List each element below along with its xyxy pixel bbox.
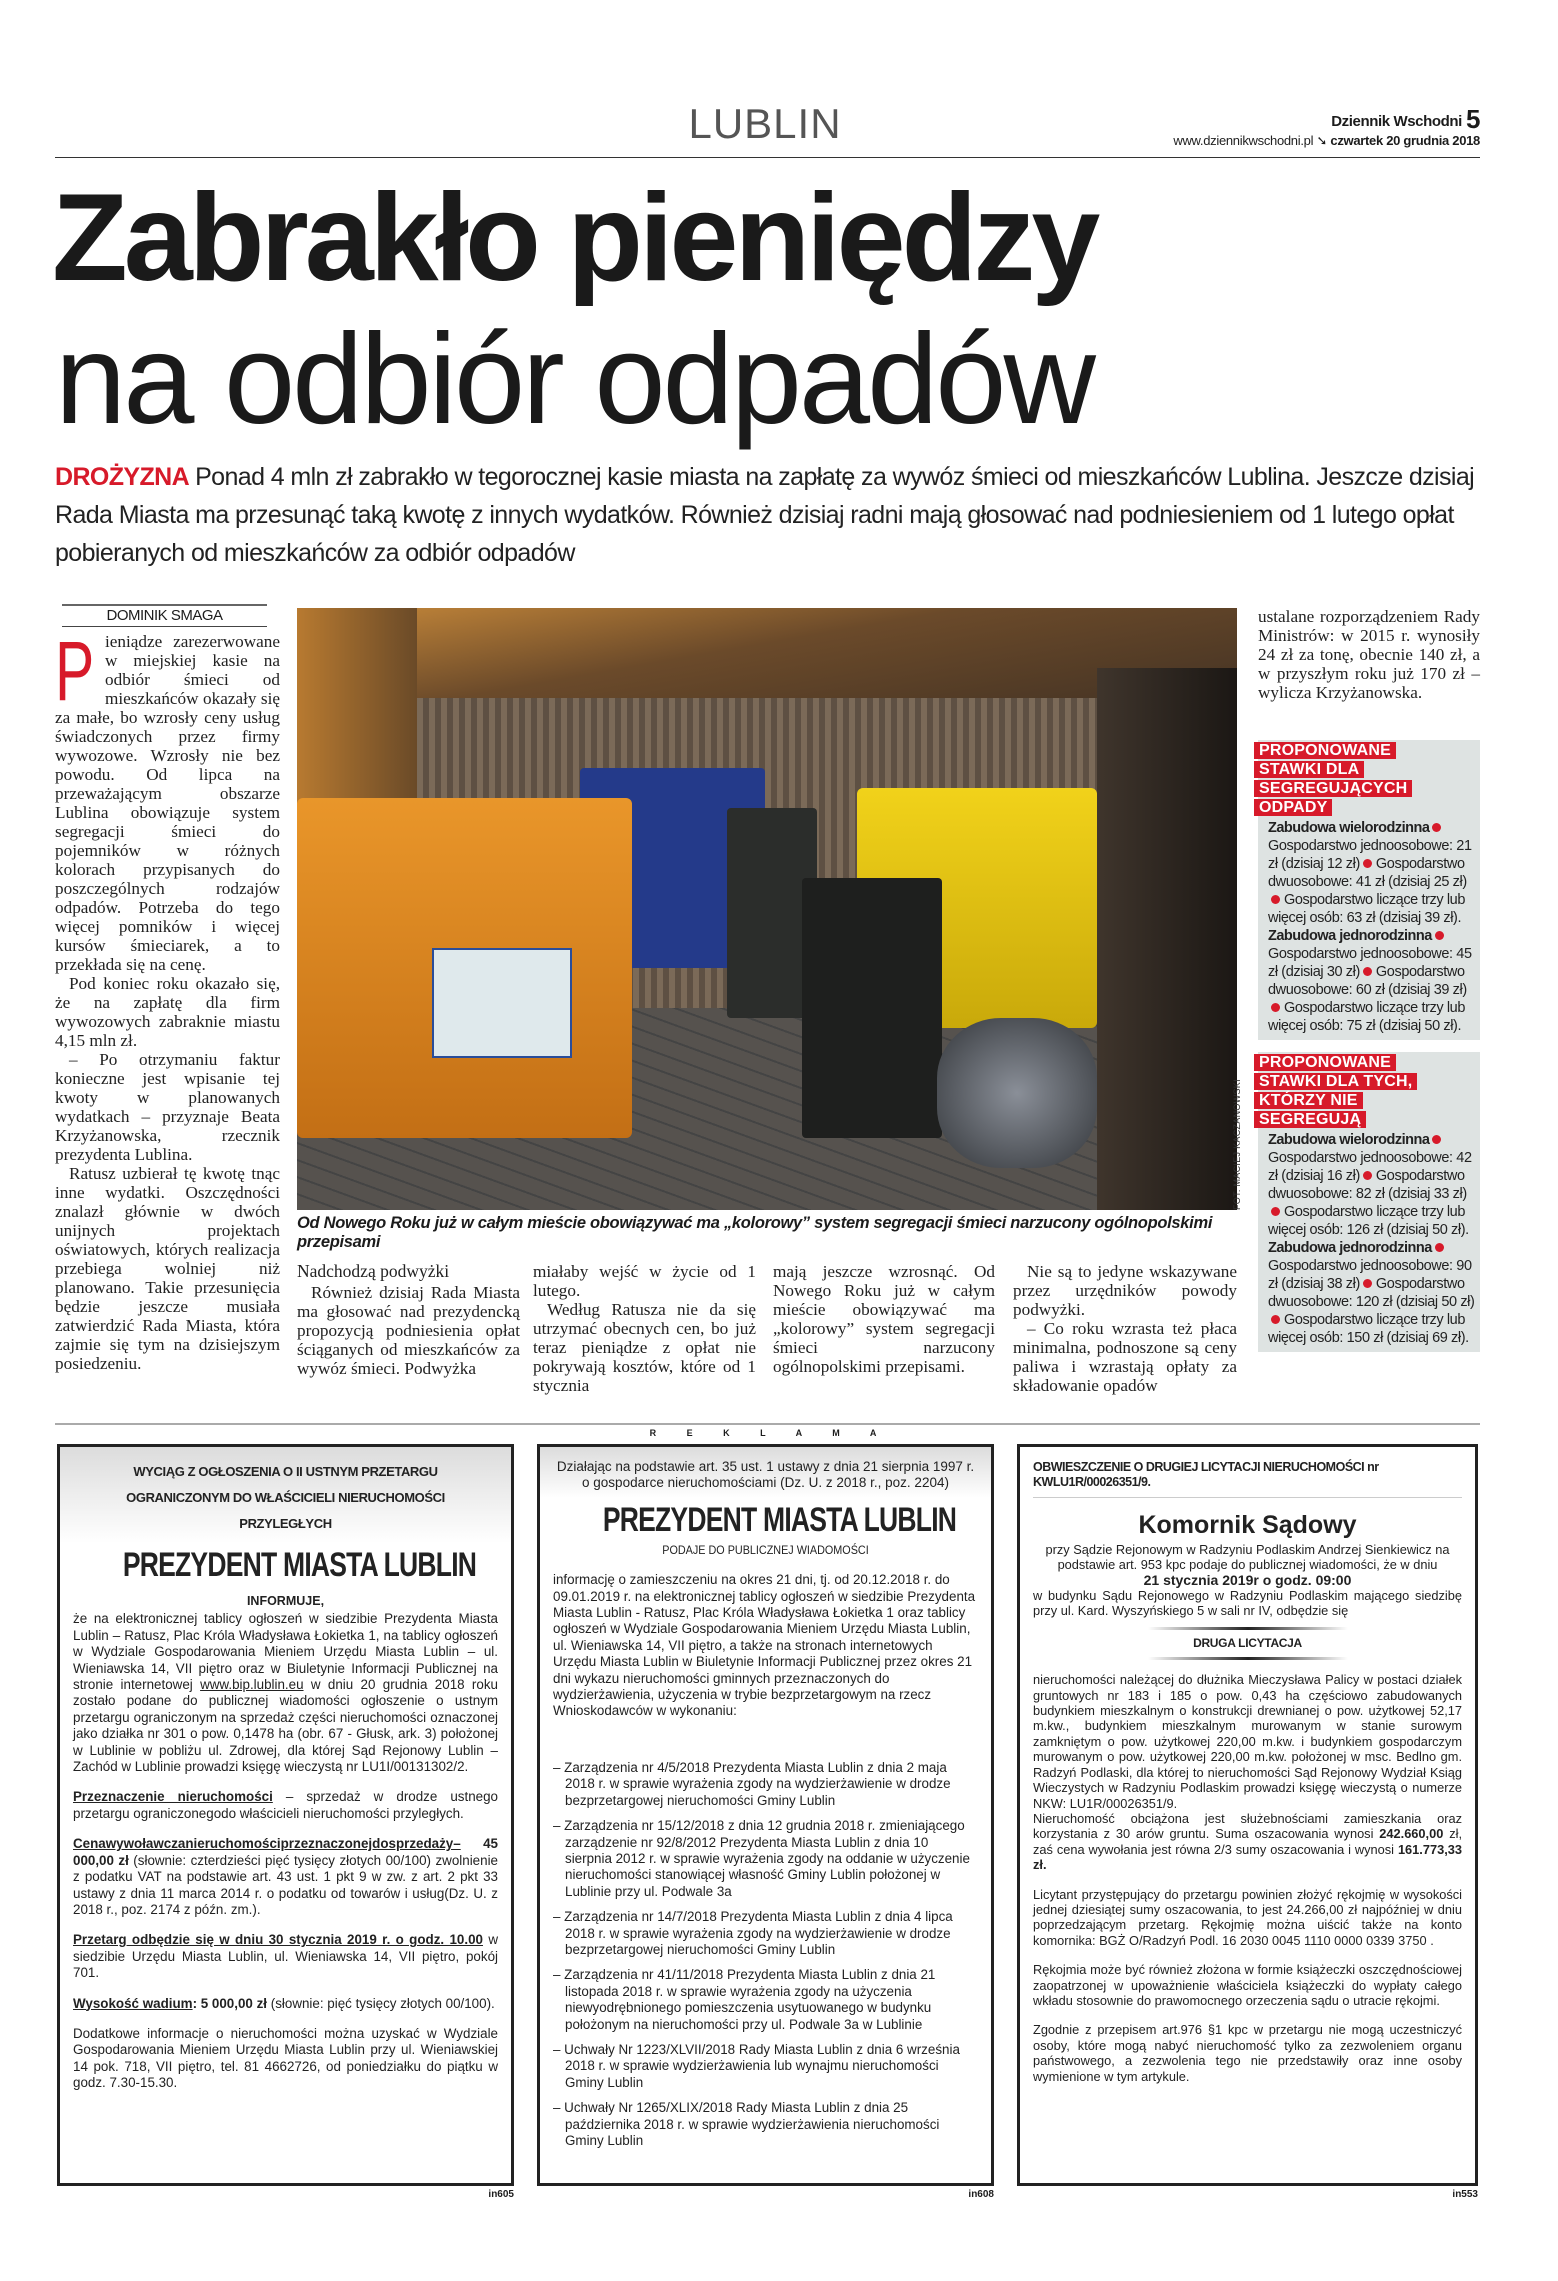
ad-heading: Działając na podstawie art. 35 ust. 1 ustawy z dnia 21 sierpnia 1997 r. o gospodarce nieruchomościami (Dz. U. z 2018 r., poz. 2204): [540, 1447, 991, 1498]
group-heading: Zabudowa wielorodzinna: [1268, 820, 1430, 836]
list-item: – Zarządzenia nr 15/12/2018 z dnia 12 grudnia 2018 r. zmieniającego zarządzenie nr 92/8/2012 Prezydenta Miasta Lublin z dnia 10 sierpnia 2012 r. w sprawie wyrażenia zgody na oddanie w użyczenie nieruchomości stanowiącej własność Gminy Lublin położonej w Lublinie przy ul. Podwale 3a: [553, 1818, 970, 1899]
divider: [1148, 1657, 1348, 1660]
issue-date: czwartek 20 grudnia 2018: [1330, 133, 1480, 148]
website-link[interactable]: www.dziennikwschodni.pl: [1173, 133, 1314, 148]
paragraph: ustalane rozporządzeniem Rady Ministrów: w 2015 r. wynosiły 24 zł za tonę, obecnie 140 zł, a w przyszłym roku już 170 zł – wylicza Krzyżanowska.: [1258, 607, 1480, 702]
advert-label: R E K L A M A: [649, 1428, 891, 1438]
ad-subtitle: PODAJE DO PUBLICZNEJ WIADOMOŚCI: [662, 1542, 869, 1557]
ad-heading-line: OGRANICZONYM DO WŁAŚCICIELI NIERUCHOMOŚCI: [126, 1490, 445, 1505]
subheading: Nadchodzą podwyżki: [297, 1261, 450, 1281]
bullet-dot-icon: [1271, 1207, 1280, 1216]
bullet-dot-icon: [1435, 931, 1444, 940]
cursor-icon: ➘: [1313, 133, 1331, 148]
resolution-list: [553, 1760, 978, 2150]
ad-subheading: DRUGA LICYTACJA: [1193, 1635, 1302, 1650]
article-column-6: [1258, 607, 1480, 702]
rate-item: Gospodarstwo dwuosobowe: 60 zł (dzisiaj 39 zł): [1268, 964, 1467, 998]
advert-bailiff-auction: [1017, 1444, 1478, 2186]
paragraph: – Po otrzymaniu faktur konieczne jest wpisanie tej kwoty w planowanych wydatkach – przyznaje Beata Krzyżanowska, rzecznik prezydenta Lublina.: [55, 1050, 280, 1164]
paragraph: mają jeszcze wzrosnąć. Od Nowego Roku już w całym mieście obowiązywać ma „kolorowy” system segregacji śmieci narzucony ogólnopolskimi przepisami.: [773, 1262, 995, 1376]
article-column-2: [297, 1262, 520, 1378]
ad-paragraph: informację o zamieszczeniu na okres 21 dni, tj. od 20.12.2018 r. do 09.01.2019 r. na elektronicznej tablicy ogłoszeń w siedzibie Prezydenta Miasta Lublin - Ratusz, Plac Króla Władysława Łokietka 1 oraz tablicy ogłoszeń w Wydziale Gospodarowania Mieniem Urzędu Miasta Lublin, ul. Wieniawska 14, VII piętro, a także na stronach internetowych Urzędu Miasta Lublin w Biuletynie Informacji Publicznej przez okres 21 dni wykazu nieruchomości gminnych przeznaczonych do wydzierżawienia, użyczenia w trybie bezprzetargowym na rzecz Wnioskodawców w wykonaniu:: [553, 1572, 976, 1719]
header-rule: [55, 157, 1480, 158]
rates-box-segregating: [1258, 740, 1480, 1040]
group-heading: Zabudowa jednorodzinna: [1268, 1240, 1432, 1256]
drop-cap: P: [55, 624, 95, 718]
list-item: – Zarządzenia nr 14/7/2018 Prezydenta Miasta Lublin z dnia 4 lipca 2018 r. w sprawie wyrażenia zgody na wydzierżawienie w drodze bezprzetargowej nieruchomości Gminy Lublin: [553, 1909, 953, 1957]
rate-item: Gospodarstwo jednoosobowe: 90 zł (dzisiaj 38 zł): [1268, 1258, 1472, 1292]
list-item: – Uchwały Nr 1265/XLIX/2018 Rady Miasta Lublin z dnia 25 października 2018 r. w sprawie wydzierżawienia nieruchomości Gminy Lublin: [553, 2100, 940, 2148]
orange-container: [297, 798, 632, 1138]
ad-paragraph: Cenawywoławczanieruchomościprzeznaczonejdosprzedaży– 45 000,00 zł (słownie: czterdzieści pięć tysięcy złotych 00/100) zwolnienie z podatku VAT na podstawie art. 43 ust. 1 pkt 9 w zw. z art. 2 pkt 33 ustawy z dnia 11 marca 2014 r. o podatku od towarów i usług(Dz. U. z 2018 r., poz. 2174 z późn. zm.).: [73, 1836, 499, 1917]
paragraph: Również dzisiaj Rada Miasta ma głosować nad prezydencką propozycją podniesienia opłat ściąganych od mieszkańców za wywóz śmieci. Podwyżka: [297, 1283, 520, 1378]
bullet-dot-icon: [1271, 895, 1280, 904]
black-bin: [802, 878, 942, 1138]
paragraph: Pod koniec roku okazało się, że na zapłatę dla firm wywozowych zabraknie miastu 4,15 mln zł.: [55, 974, 280, 1050]
ad-paragraph: Rękojmia może być również złożona w formie książeczki oszczędnościowej zaopatrzonej w upoważnienie właściciela książeczki do wypłaty całego wkładu stosownie do prawomocnego orzeczenia sądu o utracie rękojmi.: [1033, 1962, 1462, 2008]
article-photo[interactable]: [297, 608, 1237, 1210]
rate-item: Gospodarstwo liczące trzy lub więcej osób: 63 zł (dzisiaj 39 zł).: [1268, 892, 1466, 926]
bip-link[interactable]: www.bip.lublin.eu: [200, 1677, 304, 1693]
divider: [1148, 1627, 1348, 1630]
ad-paragraph: Nieruchomość obciążona jest służebnościami zamieszkania oraz korzystania z 30 arów gruntu. Suma oszacowania wynosi 242.660,00 zł, zaś cena wywołania jest równa 2/3 sumy oszacowania i wynosi 161.773,33 zł.: [1033, 1810, 1462, 1873]
advert-column-2: [537, 1444, 994, 2200]
group-heading: Zabudowa jednorodzinna: [1268, 928, 1432, 944]
shelter-right-wall: [1097, 668, 1237, 1210]
paragraph: Ratusz uzbierał tę kwotę tnąc inne wydatki. Oszczędności znalazł głównie w dwóch unijnych projektach oświatowych, których realizacja przebiega wolniej niż planowano. Takie przesunięcia będzie jeszcze musiała zatwierdzić Rada Miasta, która zajmie się tym na dzisiejszym posiedzeniu.: [55, 1164, 280, 1373]
ad-code: in553: [1452, 2189, 1478, 2200]
masthead: [1173, 104, 1480, 149]
ad-heading-line: WYCIĄG Z OGŁOSZENIA O II USTNYM PRZETARGU: [133, 1464, 438, 1479]
byline: DOMINIK SMAGA: [62, 604, 267, 627]
rate-item: Gospodarstwo dwuosobowe: 41 zł (dzisiaj 25 zł): [1268, 856, 1467, 890]
container-label: [432, 948, 572, 1058]
bullet-dot-icon: [1363, 1171, 1372, 1180]
rate-item: Gospodarstwo jednoosobowe: 21 zł (dzisiaj 12 zł): [1268, 838, 1472, 872]
box-title: PROPONOWANE STAWKI DLA SEGREGUJĄCYCH ODPADY: [1254, 742, 1412, 816]
bullet-dot-icon: [1363, 1279, 1372, 1288]
ad-paragraph: Dodatkowe informacje o nieruchomości można uzyskać w Wydziale Gospodarowania Mieniem Urzędu Miasta Lublin przy ul. Wieniawskiej 14 pok. 718, VII piętro, tel. 81 4662726, od poniedziałku do piątku w godz. 7.30-15.30.: [73, 2025, 498, 2091]
rates-sidebar: [1258, 740, 1480, 1352]
article-column-1: [55, 624, 280, 1373]
article-column-5: [1013, 1262, 1237, 1395]
list-item: – Zarządzenia nr 41/11/2018 Prezydenta Miasta Lublin z dnia 21 listopada 2018 r. w sprawie wyrażenia zgody na użyczenia niewyodrębnionego pomieszczenia usytuowanego w budynku położonym na nieruchomości przy ul. Podwale 3a w Lublinie: [553, 1967, 936, 2032]
ad-title: Komornik Sądowy: [1138, 1510, 1357, 1539]
bullet-dot-icon: [1271, 1003, 1280, 1012]
ad-paragraph: w budynku Sądu Rejonowego w Radzyniu Podlaskim mającego siedzibę przy ul. Kard. Wyszyńskiego 5 w sali nr IV, odbędzie się: [1033, 1588, 1462, 1619]
paragraph: – Co roku wzrasta też płaca minimalna, podnoszone są ceny paliwa i wzrastają opłaty za składowanie opadów: [1013, 1319, 1237, 1395]
auction-date: 21 stycznia 2019r o godz. 09:00: [1143, 1571, 1352, 1588]
paper-name: Dziennik Wschodni: [1331, 113, 1462, 130]
bullet-dot-icon: [1363, 859, 1372, 868]
bullet-dot-icon: [1363, 967, 1372, 976]
rate-item: Gospodarstwo liczące trzy lub więcej osób: 126 zł (dzisiaj 50 zł).: [1268, 1204, 1469, 1238]
photo-credit: FOT. MACIEJ KACZANOWSKI: [1232, 1079, 1242, 1210]
page-number: 5: [1465, 104, 1480, 134]
ad-paragraph: że na elektronicznej tablicy ogłoszeń w siedzibie Prezydenta Miasta Lublin – Ratusz, Plac Króla Władysława Łokietka 1, na tablicy ogłoszeń w Wydziale Gospodarowania Mieniem Urzędu Miasta Lublin – ul. Wieniawska 14, VII piętro oraz w Biuletynie Informacji Publicznej na stronie internetowej www.bip.lublin.eu w dniu 20 grudnia 2018 roku zostało podane do publicznej wiadomości ogłoszenie o ustnym przetargu ograniczonym na sprzedaż części nieruchomości oznaczonej jako działka nr 301 o pow. 0,1478 ha (obr. 67 - Głusk, ark. 3) położonej w Lublinie w pobliżu ul. Zdrowej, dla której Sąd Rejonowy Lublin – Zachód w Lublinie prowadzi księgę wieczystą nr LU1I/00131302/2.: [73, 1611, 498, 1775]
photo-caption: Od Nowego Roku już w całym mieście obowiązywać ma „kolorowy” system segregacji śmieci narzucony ogólnopolskimi przepisami: [297, 1214, 1213, 1251]
rate-item: Gospodarstwo jednoosobowe: 42 zł (dzisiaj 16 zł): [1268, 1150, 1472, 1184]
rate-item: Gospodarstwo jednoosobowe: 45 zł (dzisiaj 30 zł): [1268, 946, 1472, 980]
kicker: DROŻYZNA: [55, 463, 190, 491]
rate-item: Gospodarstwo liczące trzy lub więcej osób: 150 zł (dzisiaj 69 zł).: [1268, 1312, 1469, 1346]
article-column-4: [773, 1262, 995, 1376]
bullet-dot-icon: [1432, 823, 1441, 832]
bullet-dot-icon: [1432, 1135, 1441, 1144]
article-column-3: [533, 1262, 756, 1395]
article-lead: [55, 458, 1485, 572]
advert-column-1: [57, 1444, 514, 2200]
ad-paragraph: nieruchomości należącej do dłużnika Mieczysława Palicy w postaci działek gruntowych nr 183 i 185 o pow. 0,43 ha częściowo zabudowanych budynkiem mieszkalnym o konstrukcji drewnianej o pow. użytkowej 52,17 m.kw., budynkiem mieszkalnym murowanym w stanie surowym zamkniętym o pow. użytkowej 220,00 m.kw. i budynkiem gospodarczym murowanym o pow. użytkowej 220,00 m.kw. położonej w msc. Bedlno gm. Radzyń Podlaski, dla której to nieruchomości Sąd Rejonowy Wydział Ksiąg Wieczystych w Radzyniu Podlaskim prowadzi księgę wieczystą o numerze NKW: LU1R/00026351/9.: [1033, 1672, 1462, 1811]
garbage-bags: [937, 1018, 1097, 1168]
rate-item: Gospodarstwo liczące trzy lub więcej osób: 75 zł (dzisiaj 50 zł).: [1268, 1000, 1466, 1034]
bullet-dot-icon: [1271, 1315, 1280, 1324]
bullet-dot-icon: [1435, 1243, 1444, 1252]
list-item: – Uchwały Nr 1223/XLVII/2018 Rady Miasta Lublin z dnia 6 września 2018 r. w sprawie wydzierżawienia lub wynajmu nieruchomości Gminy Lublin: [553, 2041, 960, 2090]
ad-paragraph: Przetarg odbędzie się w dniu 30 stycznia 2019 r. o godz. 10.00 w siedzibie Urzędu Miasta Lublin, ul. Wieniawska 14, VII piętro, pokój 701.: [73, 1932, 498, 1981]
ad-paragraph: Przeznaczenie nieruchomości – sprzedaż w drodze ustnego przetargu ograniczonegodo właścicieli nieruchomości przyległych.: [73, 1789, 499, 1821]
ad-title: PREZYDENT MIASTA LUBLIN: [602, 1500, 957, 1539]
advert-column-3: [1017, 1444, 1478, 2200]
advert-public-notice: [537, 1444, 994, 2186]
paragraph: Nie są to jedyne wskazywane przez urzędników powody podwyżki.: [1013, 1262, 1237, 1319]
ad-paragraph: przy Sądzie Rejonowym w Radzyniu Podlaskim Andrzej Sienkiewicz na podstawie art. 953 kpc podaje do publicznej wiadomości, że w dniu: [1045, 1541, 1450, 1573]
ad-heading-line: PRZYLEGŁYCH: [239, 1516, 332, 1531]
advert-tender-notice: [57, 1444, 514, 2186]
ad-title: PREZYDENT MIASTA LUBLIN: [122, 1546, 477, 1584]
rates-box-non-segregating: [1258, 1052, 1480, 1352]
headline-line-1: Zabrakło pieniędzy: [52, 169, 1097, 307]
lead-text: Ponad 4 mln zł zabrakło w tegorocznej kasie miasta na zapłatę za wywóz śmieci od mieszkańców Lublina. Jeszcze dzisiaj Rada Miasta ma przesunąć taką kwotę z innych wydatków. Również dzisiaj radni mają głosować nad podniesieniem od 1 lutego opłat pobieranych od mieszkańców za odbiór odpadów: [55, 463, 1475, 567]
list-item: – Zarządzenia nr 4/5/2018 Prezydenta Miasta Lublin z dnia 2 maja 2018 r. w sprawie wyrażenia zgody na wydzierżawienie w drodze bezprzetargowej nieruchomości Gminy Lublin: [553, 1759, 951, 1808]
section-label: LUBLIN: [688, 100, 842, 147]
advert-divider: [55, 1423, 1480, 1425]
ad-paragraph: Wysokość wadium: 5 000,00 zł (słownie: pięć tysięcy złotych 00/100).: [73, 1995, 495, 2011]
rate-item: Gospodarstwo dwuosobowe: 120 zł (dzisiaj 50 zł): [1268, 1276, 1475, 1310]
ad-paragraph: Zgodnie z przepisem art.976 §1 kpc w przetargu nie mogą uczestniczyć osoby, które mogą nabyć nieruchomość tylko za zezwoleniem organu państwowego, a zezwolenia tego nie przedstawiły oraz inne osoby wymienione w tym artykule.: [1033, 2022, 1462, 2084]
paragraph: miałaby wejść w życie od 1 lutego.: [533, 1262, 756, 1300]
ad-paragraph: Licytant przystępujący do przetargu powinien złożyć rękojmię w wysokości jednej dziesiątej sumy oszacowania, to jest 24.266,00 zł najpóźniej w dniu poprzedzającym przetarg. Rękojmię można uiścić także na konto komornika: BGŻ O/Radzyń Podl. 16 2030 0045 1110 0000 0339 3750 .: [1033, 1886, 1462, 1948]
paragraph: Pieniądze zarezerwowane w miejskiej kasie na odbiór śmieci od mieszkańców okazały się za małe, bo wzrosły ceny usług świadczonych przez firmy wywozowe. Wzrosły nie bez powodu. Od lipca na przeważającym obszarze Lublina obowiązuje system segregacji śmieci do pojemników w różnych kolorach przypisanych do poszczególnych rodzajów odpadów. Potrzeba do tego więcej pomników i więcej kursów śmieciarek, a to przekłada się na cenę.: [55, 624, 280, 974]
rate-item: Gospodarstwo dwuosobowe: 82 zł (dzisiaj 33 zł): [1268, 1168, 1467, 1202]
ad-code: in605: [488, 2189, 514, 2200]
ad-heading: OBWIESZCZENIE O DRUGIEJ LICYTACJI NIERUCHOMOŚCI nr KWLU1R/00026351/9.: [1033, 1447, 1462, 1498]
paragraph: Według Ratusza nie da się utrzymać obecnych cen, bo już teraz pieniądze z opłat nie pokrywają kosztów, które od 1 stycznia: [533, 1300, 756, 1395]
headline-line-2: na odbiór odpadów: [55, 308, 1093, 451]
ad-code: in608: [968, 2189, 994, 2200]
group-heading: Zabudowa wielorodzinna: [1268, 1132, 1430, 1148]
ad-subtitle: INFORMUJE,: [246, 1594, 325, 1608]
box-title: PROPONOWANE STAWKI DLA TYCH, KTÓRZY NIE SEGREGUJĄ: [1254, 1054, 1417, 1128]
